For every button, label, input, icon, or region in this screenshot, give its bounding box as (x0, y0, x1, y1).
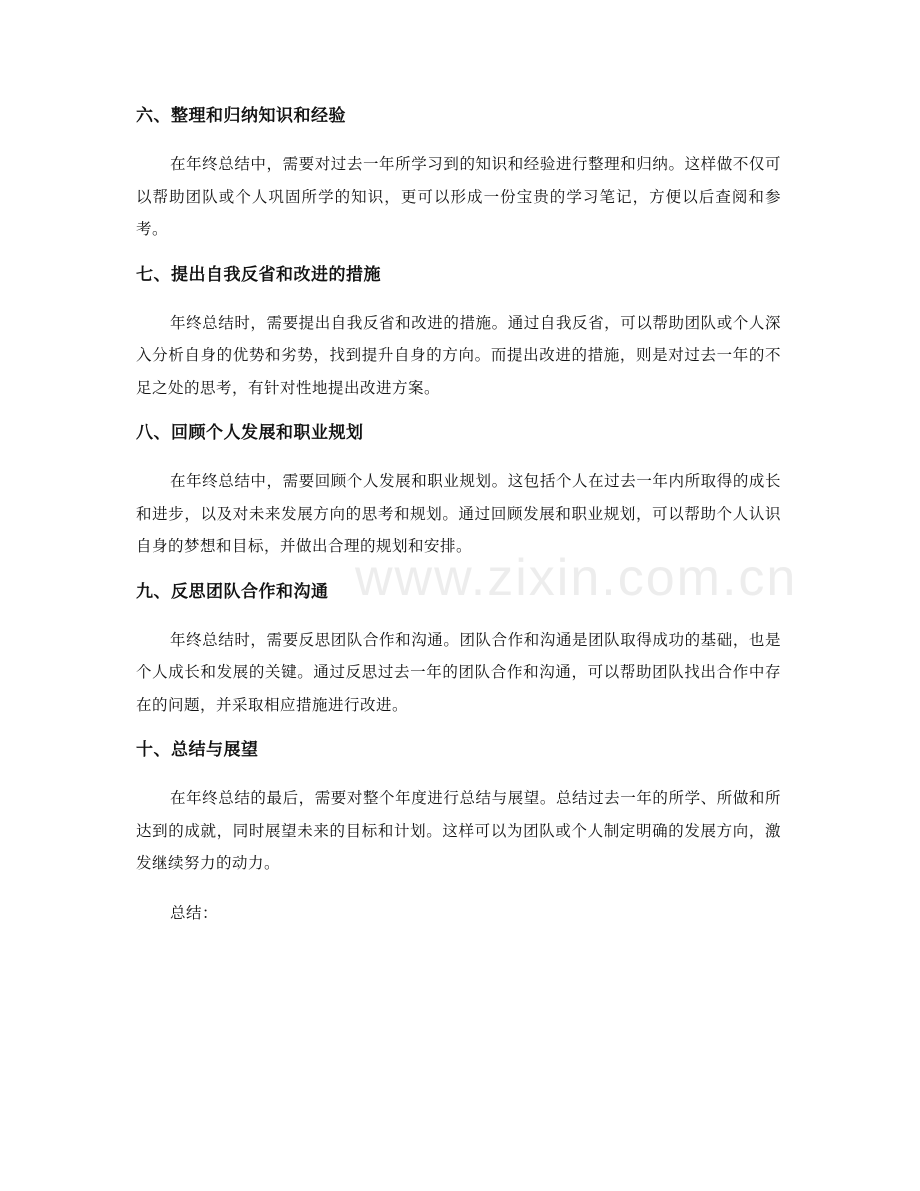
section-paragraph: 在年终总结中，需要回顾个人发展和职业规划。这包括个人在过去一年内所取得的成长和进步，以及对未来发展方向的思考和规划。通过回顾发展和职业规划，可以帮助个人认识自身的梦想和目标，并做出合理的规划和安排。 (136, 472, 781, 555)
section-heading: 八、回顾个人发展和职业规划 (136, 423, 364, 443)
section-heading: 七、提出自我反省和改进的措施 (136, 264, 381, 285)
section-paragraph: 年终总结时，需要反思团队合作和沟通。团队合作和沟通是团队取得成功的基础，也是个人成长和发展的关键。通过反思过去一年的团队合作和沟通，可以帮助团队找出合作中存在的问题，并采取相应措施进行改进。 (136, 630, 781, 714)
section-heading: 六、整理和归纳知识和经验 (136, 106, 346, 126)
section-paragraph: 在年终总结中，需要对过去一年所学习到的知识和经验进行整理和归纳。这样做不仅可以帮助团队或个人巩固所学的知识，更可以形成一份宝贵的学习笔记，方便以后查阅和参考。 (136, 155, 781, 238)
summary-label: 总结： (170, 903, 219, 922)
section-9 (136, 580, 781, 722)
section-7 (136, 263, 781, 405)
section-paragraph: 年终总结时，需要提出自我反省和改进的措施。通过自我反省，可以帮助团队或个人深入分析自身的优势和劣势，找到提升自身的方向。而提出改进的措施，则是对过去一年的不足之处的思考，有针对性地提出改进方案。 (136, 313, 781, 397)
watermark: www.zixin.com.cn (355, 549, 798, 607)
section-heading: 九、反思团队合作和沟通 (136, 581, 329, 602)
section-heading: 十、总结与展望 (136, 740, 259, 760)
document-page (136, 104, 781, 929)
section-10 (136, 738, 781, 880)
section-paragraph: 在年终总结的最后，需要对整个年度进行总结与展望。总结过去一年的所学、所做和所达到的成就，同时展望未来的目标和计划。这样可以为团队或个人制定明确的发展方向，激发继续努力的动力。 (136, 789, 781, 872)
section-8 (136, 421, 781, 563)
section-6 (136, 104, 781, 246)
